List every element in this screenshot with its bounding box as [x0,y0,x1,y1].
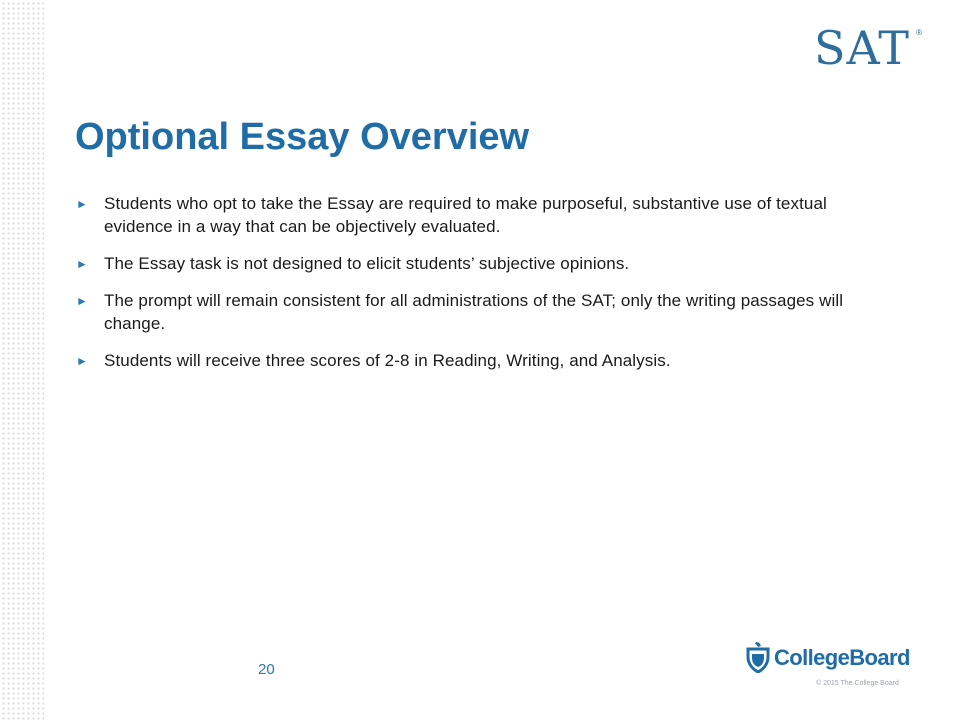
bullet-arrow-icon: ► [76,197,88,211]
collegeboard-wordmark: CollegeBoard [774,645,910,670]
bullet-arrow-icon: ► [76,294,88,308]
bullet-arrow-icon: ► [76,257,88,271]
sat-logo-text: SAT [814,21,910,75]
bullet-text: Students who opt to take the Essay are required to make purposeful, substantive use of textual evidence in a way that can be objectively evaluated. [104,194,827,236]
bullet-list [76,192,876,386]
collegeboard-logo [745,641,930,677]
bullet-item [76,289,876,335]
bullet-item [76,192,876,238]
bullet-item [76,349,876,372]
bullet-text: The prompt will remain consistent for all administrations of the SAT; only the writing passages will change. [104,291,844,333]
copyright-notice: © 2015 The College Board [816,680,899,687]
bullet-text: Students will receive three scores of 2-8 in Reading, Writing, and Analysis. [104,351,671,370]
slide-title: Optional Essay Overview [75,116,530,158]
sat-logo [814,22,926,74]
registered-mark: ® [916,28,922,37]
bullet-text: The Essay task is not designed to elicit students’ subjective opinions. [104,254,630,273]
bullet-arrow-icon: ► [76,354,88,368]
bullet-item [76,252,876,275]
page-number: 20 [258,661,275,678]
dot-pattern-decoration [0,0,44,720]
acorn-icon [745,641,771,673]
